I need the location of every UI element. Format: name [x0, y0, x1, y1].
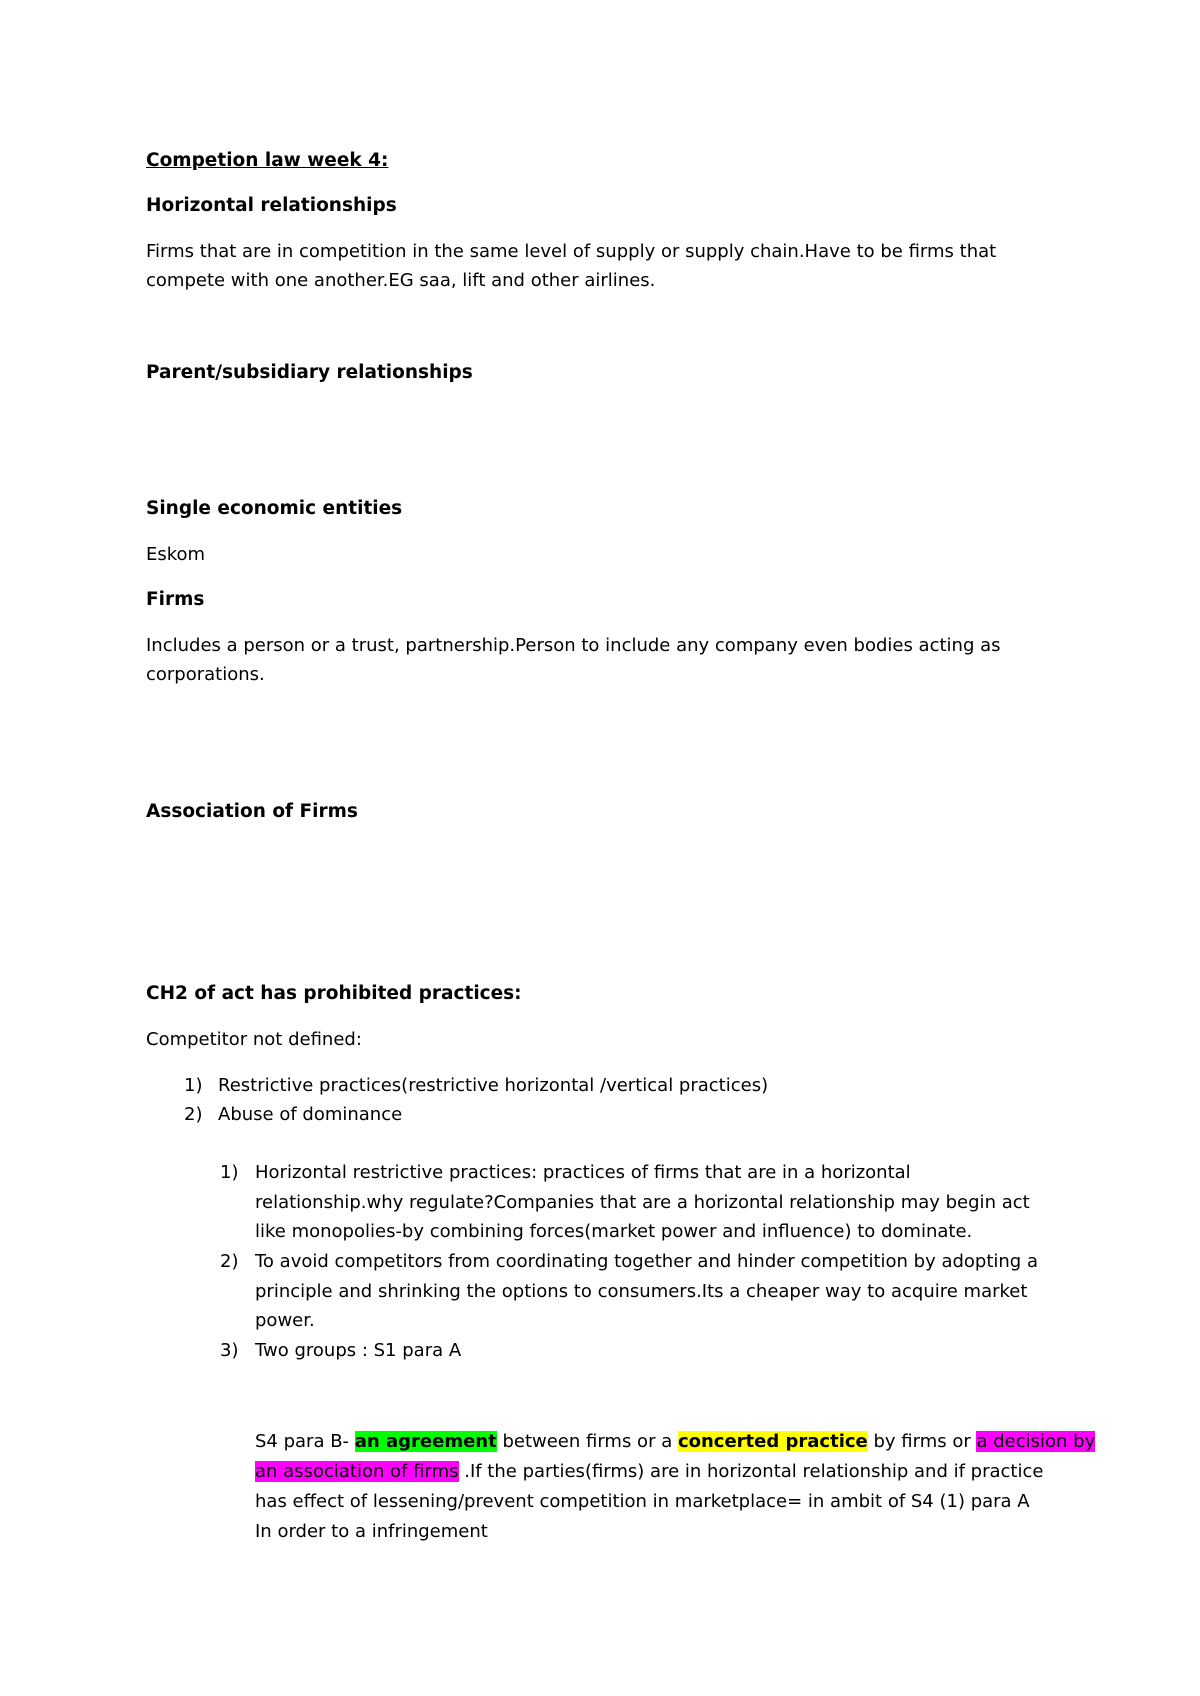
- list-item-line: Horizontal restrictive practices: practices of firms that are in a horizontal: [255, 1162, 911, 1183]
- heading-single-economic-entities: Single economic entities: [146, 498, 403, 519]
- s4-line-4: In order to a infringement: [255, 1521, 488, 1542]
- s4-line-1: [255, 1427, 1095, 1457]
- list-number: 1): [184, 1075, 203, 1096]
- list-item-line: To avoid competitors from coordinating together and hinder competition by adopting a: [255, 1251, 1038, 1272]
- highlight-agreement: an agreement: [354, 1431, 497, 1452]
- list-number: 2): [184, 1104, 203, 1125]
- highlight-decision: a decision by: [976, 1431, 1096, 1452]
- s4-text: between firms or a: [496, 1431, 678, 1452]
- heading-ch2: CH2 of act has prohibited practices:: [146, 983, 522, 1004]
- list-number: 3): [220, 1340, 239, 1361]
- paragraph-line: Firms that are in competition in the same level of supply or supply chain.Have to be firms that: [146, 241, 997, 262]
- list-item-line: relationship.why regulate?Companies that are a horizontal relationship may begin act: [255, 1192, 1030, 1213]
- heading-horizontal-relationships: Horizontal relationships: [146, 195, 397, 216]
- list-item-line: like monopolies-by combining forces(market power and influence) to dominate.: [255, 1221, 973, 1242]
- paragraph-line: Competitor not defined:: [146, 1029, 362, 1050]
- heading-association-of-firms: Association of Firms: [146, 801, 358, 822]
- s4-text: by firms or: [867, 1431, 977, 1452]
- list-item-line: principle and shrinking the options to consumers.Its a cheaper way to acquire market: [255, 1281, 1028, 1302]
- s4-line-2: [255, 1457, 1043, 1487]
- s4-text: .If the parties(firms) are in horizontal relationship and if practice: [458, 1461, 1044, 1482]
- paragraph-line: corporations.: [146, 664, 265, 685]
- list-item: Abuse of dominance: [218, 1104, 403, 1125]
- paragraph-line: Eskom: [146, 544, 206, 565]
- list-item-line: power.: [255, 1310, 315, 1331]
- list-number: 2): [220, 1251, 239, 1272]
- s4-line-3: has effect of lessening/prevent competition in marketplace= in ambit of S4 (1) para A: [255, 1491, 1030, 1512]
- heading-firms: Firms: [146, 589, 205, 610]
- list-number: 1): [220, 1162, 239, 1183]
- paragraph-line: compete with one another.EG saa, lift and other airlines.: [146, 270, 656, 291]
- list-item: Restrictive practices(restrictive horizontal /vertical practices): [218, 1075, 769, 1096]
- list-item-line: Two groups : S1 para A: [255, 1340, 462, 1361]
- document-title: Competion law week 4:: [146, 150, 389, 171]
- s4-prefix: S4 para B-: [255, 1431, 355, 1452]
- paragraph-line: Includes a person or a trust, partnership.Person to include any company even bodies acting as: [146, 635, 1001, 656]
- highlight-association: an association of firms: [255, 1461, 459, 1482]
- heading-parent-subsidiary: Parent/subsidiary relationships: [146, 362, 473, 383]
- highlight-concerted-practice: concerted practice: [677, 1431, 868, 1452]
